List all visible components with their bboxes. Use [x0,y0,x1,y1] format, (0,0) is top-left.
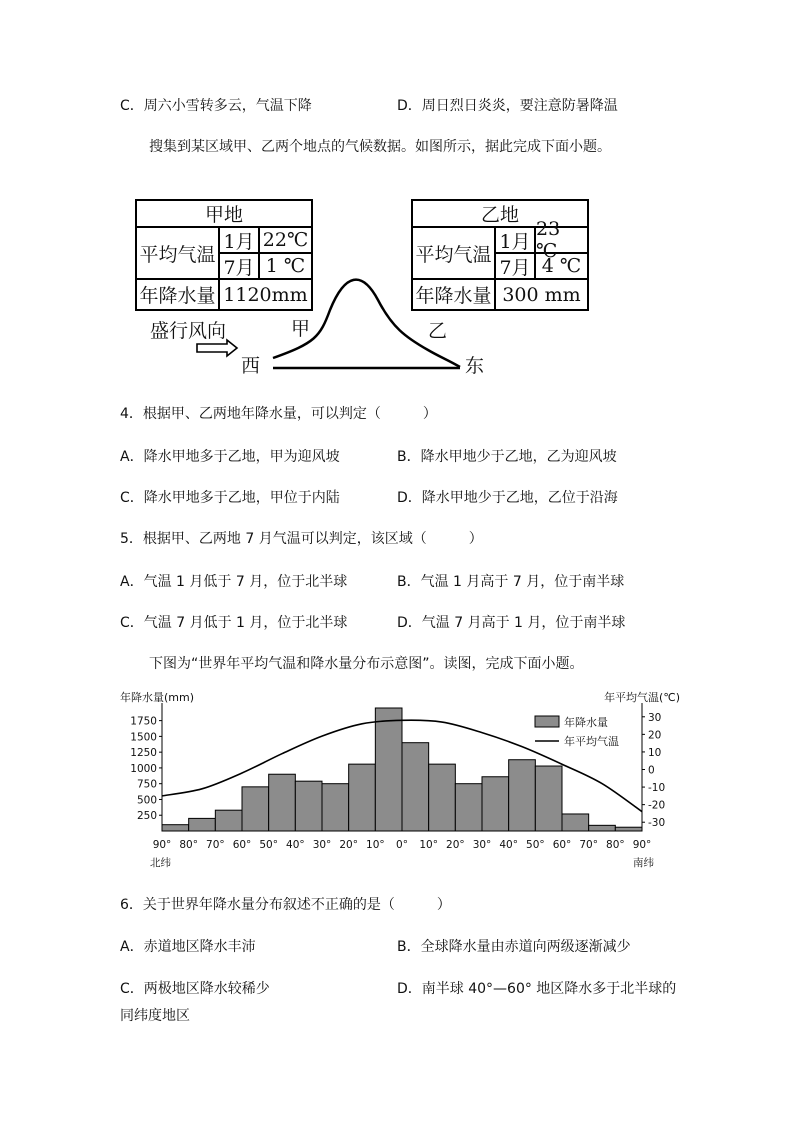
x-tick-label: 30° [312,839,332,851]
precip-bar [349,764,376,831]
precip-bar [295,781,322,831]
x-tick-label: 60° [552,839,572,851]
wind-arrow-icon [197,340,237,356]
q5-option-d: D．气温 7 月高于 1 月，位于南半球 [397,615,626,631]
precip-bar [402,743,429,831]
right-axis-title: 年平均气温(℃) [604,691,680,704]
precip-bar [162,825,189,831]
q6-option-d-continued: 同纬度地区 [120,1008,190,1024]
x-tick-label: 30° [472,839,492,851]
jia-jul-label: 7月 [220,254,260,280]
precip-bar [482,777,509,831]
precip-bar [589,825,616,831]
intro-world-chart: 下图为“世界年平均气温和降水量分布示意图”。读图，完成下面小题。 [149,656,584,672]
yi-jan-temp: 23 ℃ [536,228,587,254]
x-tick-label: 0° [396,839,408,851]
x-tick-label: 50° [259,839,278,851]
left-tick-label: 1250 [130,747,157,760]
q5-option-a: A．气温 1 月低于 7 月，位于北半球 [120,574,348,590]
left-tick-label: 1750 [130,715,157,728]
x-tick-label: 20° [339,839,358,851]
q6-option-a: A．赤道地区降水丰沛 [120,939,256,955]
yi-jan-label: 1月 [496,228,536,254]
right-tick-label: -10 [648,782,666,795]
yi-precip-value: 300 mm [502,283,581,306]
x-right-note: 南纬 [633,857,654,869]
precip-bar [455,784,482,831]
precip-bar [509,760,536,831]
legend-precip-swatch [535,716,559,727]
yi-jul-temp: 4 ℃ [536,254,587,280]
legend-precip-label: 年降水量 [564,716,608,729]
precip-bar [535,766,562,831]
jia-precip-value: 1120mm [223,283,308,306]
jia-jul-temp: 1 ℃ [260,254,311,280]
world-temp-precip-chart [120,685,680,875]
x-tick-label: 60° [232,839,252,851]
west-label: 西 [241,355,261,377]
point-yi-label: 乙 [428,320,448,342]
x-tick-label: 80° [606,839,625,851]
left-tick-label: 750 [136,778,157,791]
q3-option-d: D．周日烈日炎炎，要注意防暑降温 [397,98,618,114]
precip-bar [242,787,269,831]
x-tick-label: 90° [152,839,172,851]
point-jia-label: 甲 [291,318,311,340]
jia-title: 甲地 [137,201,311,228]
left-tick-label: 1000 [130,762,157,775]
x-tick-label: 70° [206,839,225,851]
precip-bar [189,818,216,831]
yi-jul-label: 7月 [496,254,536,280]
x-tick-label: 10° [366,839,385,851]
jia-jan-label: 1月 [220,228,260,254]
yi-precip-label: 年降水量 [413,280,496,309]
yi-title: 乙地 [413,201,587,228]
x-tick-label: 20° [446,839,465,851]
right-tick-label: -30 [648,817,666,830]
q3-option-c: C．周六小雪转多云，气温下降 [120,98,312,114]
precip-bar [269,774,296,831]
q5-option-c: C．气温 7 月低于 1 月，位于北半球 [120,615,348,631]
q6-option-b: B．全球降水量由赤道向两级逐渐减少 [397,939,631,955]
east-label: 东 [465,355,485,377]
x-tick-label: 50° [526,839,545,851]
jia-jan-temp: 22℃ [260,228,311,254]
intro-climate: 搜集到某区域甲、乙两个地点的气候数据。如图所示，据此完成下面小题。 [149,139,611,155]
right-tick-label: 10 [648,746,662,759]
q6-option-c: C．两极地区降水较稀少 [120,981,270,997]
left-tick-label: 500 [136,794,157,807]
right-tick-label: 20 [648,729,662,742]
jia-avg-temp-label: 平均气温 [137,228,220,280]
right-tick-label: -20 [648,799,666,812]
right-tick-label: 30 [648,711,662,724]
left-axis-title: 年降水量(mm) [120,691,195,704]
precip-bar [322,784,349,831]
x-tick-label: 40° [499,839,518,851]
x-tick-label: 10° [419,839,438,851]
x-tick-label: 80° [179,839,198,851]
q4-option-a: A．降水甲地多于乙地，甲为迎风坡 [120,449,340,465]
precip-bar [375,708,402,831]
x-tick-label: 40° [286,839,305,851]
wind-label: 盛行风向 [150,320,227,342]
legend-temp-label: 年平均气温 [564,735,619,748]
q4-stem: 4．根据甲、乙两地年降水量，可以判定（ ） [120,406,437,422]
q6-option-d: D．南半球 40°—60° 地区降水多于北半球的 [397,981,677,997]
q5-option-b: B．气温 1 月高于 7 月，位于南半球 [397,574,625,590]
right-tick-label: 0 [648,764,655,777]
q4-option-b: B．降水甲地少于乙地，乙为迎风坡 [397,449,617,465]
q6-stem: 6．关于世界年降水量分布叙述不正确的是（ ） [120,897,451,913]
q5-stem: 5．根据甲、乙两地 7 月气温可以判定，该区域（ ） [120,531,483,547]
x-tick-label: 70° [579,839,598,851]
x-tick-label: 90° [632,839,652,851]
jia-precip-label: 年降水量 [137,280,220,309]
q4-option-c: C．降水甲地多于乙地，甲位于内陆 [120,490,340,506]
precip-bar [429,764,456,831]
q4-option-d: D．降水甲地少于乙地，乙位于沿海 [397,490,618,506]
left-tick-label: 1500 [130,731,157,744]
left-tick-label: 250 [136,810,157,823]
precip-bar [215,810,242,831]
precip-bar [615,827,642,831]
x-left-note: 北纬 [150,857,171,869]
yi-avg-temp-label: 平均气温 [413,228,496,280]
precip-bar [562,814,589,831]
